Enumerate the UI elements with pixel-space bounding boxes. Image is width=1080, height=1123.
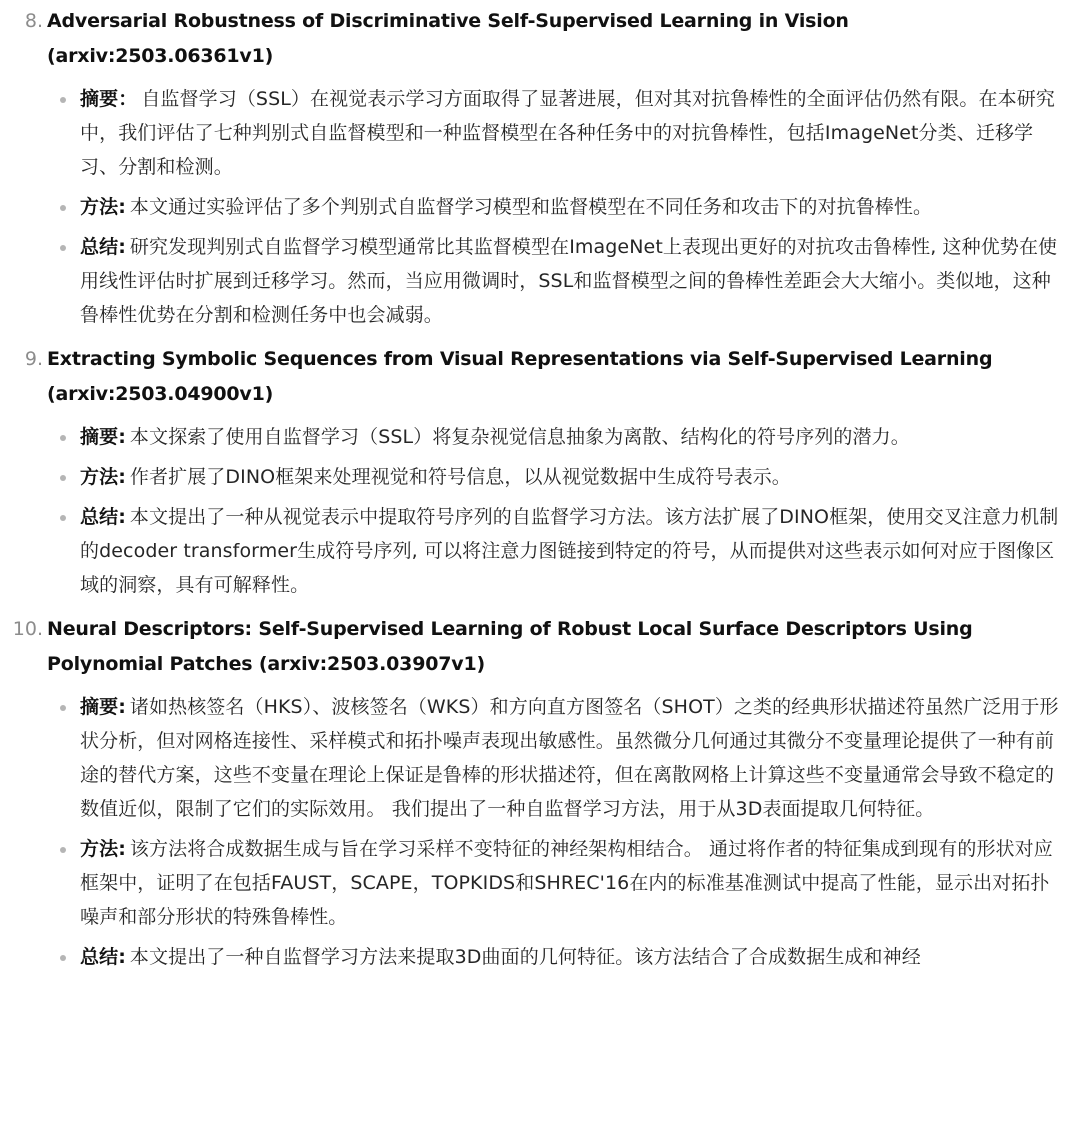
point-text: 本文提出了一种从视觉表示中提取符号序列的自监督学习方法。该方法扩展了DINO框架，使用交叉注意力机制的decoder transformer生成符号序列, 可以将注意力图链接到特定的符号，从而提供对这些表示如何对应于图像区域的洞察，具有可解释性。 [80, 506, 1059, 596]
bullet-icon [60, 847, 66, 853]
abstract-point [80, 690, 1060, 826]
bullet-icon [60, 435, 66, 441]
paper-item-9 [0, 338, 1080, 602]
point-text: 自监督学习（SSL）在视觉表示学习方面取得了显著进展，但对其对抗鲁棒性的全面评估仍然有限。在本研究中，我们评估了七种判别式自监督模型和一种监督模型在各种任务中的对抗鲁棒性，包括ImageNet分类、迁移学习、分割和检测。 [80, 88, 1055, 178]
point-text: 该方法将合成数据生成与旨在学习采样不变特征的神经架构相结合。 通过将作者的特征集成到现有的形状对应框架中，证明了在包括FAUST，SCAPE，TOPKIDS和SHREC'16在内的标准基准测试中提高了性能，显示出对拓扑噪声和部分形状的特殊鲁棒性。 [80, 838, 1053, 928]
point-text: 诸如热核签名（HKS）、波核签名（WKS）和方向直方图签名（SHOT）之类的经典形状描述符虽然广泛用于形状分析，但对网格连接性、采样模式和拓扑噪声表现出敏感性。虽然微分几何通过其微分不变量理论提供了一种有前途的替代方案，这些不变量在理论上保证是鲁棒的形状描述符，但在离散网格上计算这些不变量通常会导致不稳定的数值近似，限制了它们的实际效用。 我们提出了一种自监督学习方法，用于从3D表面提取几何特征。 [80, 696, 1059, 820]
point-label: 方法: [80, 838, 126, 860]
point-label: 总结: [80, 946, 126, 968]
point-text: 本文提出了一种自监督学习方法来提取3D曲面的几何特征。该方法结合了合成数据生成和神经 [129, 946, 921, 968]
point-label: 总结: [80, 506, 126, 528]
paper-title: Adversarial Robustness of Discriminative Self-Supervised Learning in Vision (arxiv:2503.06361v1) [47, 10, 849, 67]
point-label: 摘要: [80, 426, 126, 448]
bullet-icon [60, 205, 66, 211]
paper-points [47, 682, 1060, 974]
bullet-icon [60, 245, 66, 251]
point-label: 方法: [80, 196, 126, 218]
list-number: 9. [24, 348, 43, 370]
list-number: 8. [24, 10, 43, 32]
list-number: 10. [12, 618, 43, 640]
method-point [80, 190, 1060, 224]
point-label: 摘要： [80, 88, 138, 110]
bullet-icon [60, 705, 66, 711]
method-point [80, 460, 1060, 494]
abstract-point [80, 82, 1060, 184]
point-text: 作者扩展了DINO框架来处理视觉和符号信息，以从视觉数据中生成符号表示。 [129, 466, 791, 488]
point-label: 摘要: [80, 696, 126, 718]
paper-points [47, 74, 1060, 332]
point-label: 总结: [80, 236, 126, 258]
method-point [80, 832, 1060, 934]
summary-point [80, 940, 1060, 974]
paper-points [47, 412, 1060, 602]
point-label: 方法: [80, 466, 126, 488]
bullet-icon [60, 475, 66, 481]
bullet-icon [60, 955, 66, 961]
point-text: 研究发现判别式自监督学习模型通常比其监督模型在ImageNet上表现出更好的对抗攻击鲁棒性, 这种优势在使用线性评估时扩展到迁移学习。然而，当应用微调时，SSL和监督模型之间的鲁棒性差距会大大缩小。类似地，这种鲁棒性优势在分割和检测任务中也会减弱。 [80, 236, 1058, 326]
summary-point [80, 230, 1060, 332]
bullet-icon [60, 97, 66, 103]
point-text: 本文通过实验评估了多个判别式自监督学习模型和监督模型在不同任务和攻击下的对抗鲁棒性。 [129, 196, 933, 218]
point-text: 本文探索了使用自监督学习（SSL）将复杂视觉信息抽象为离散、结构化的符号序列的潜力。 [129, 426, 910, 448]
abstract-point [80, 420, 1060, 454]
paper-item-10 [0, 608, 1080, 974]
summary-point [80, 500, 1060, 602]
paper-title: Extracting Symbolic Sequences from Visual Representations via Self-Supervised Learning (arxiv:2503.04900v1) [47, 348, 993, 405]
paper-item-8 [0, 0, 1080, 332]
paper-title: Neural Descriptors: Self-Supervised Learning of Robust Local Surface Descriptors Using Polynomial Patches (arxiv:2503.03907v1) [47, 618, 973, 675]
bullet-icon [60, 515, 66, 521]
